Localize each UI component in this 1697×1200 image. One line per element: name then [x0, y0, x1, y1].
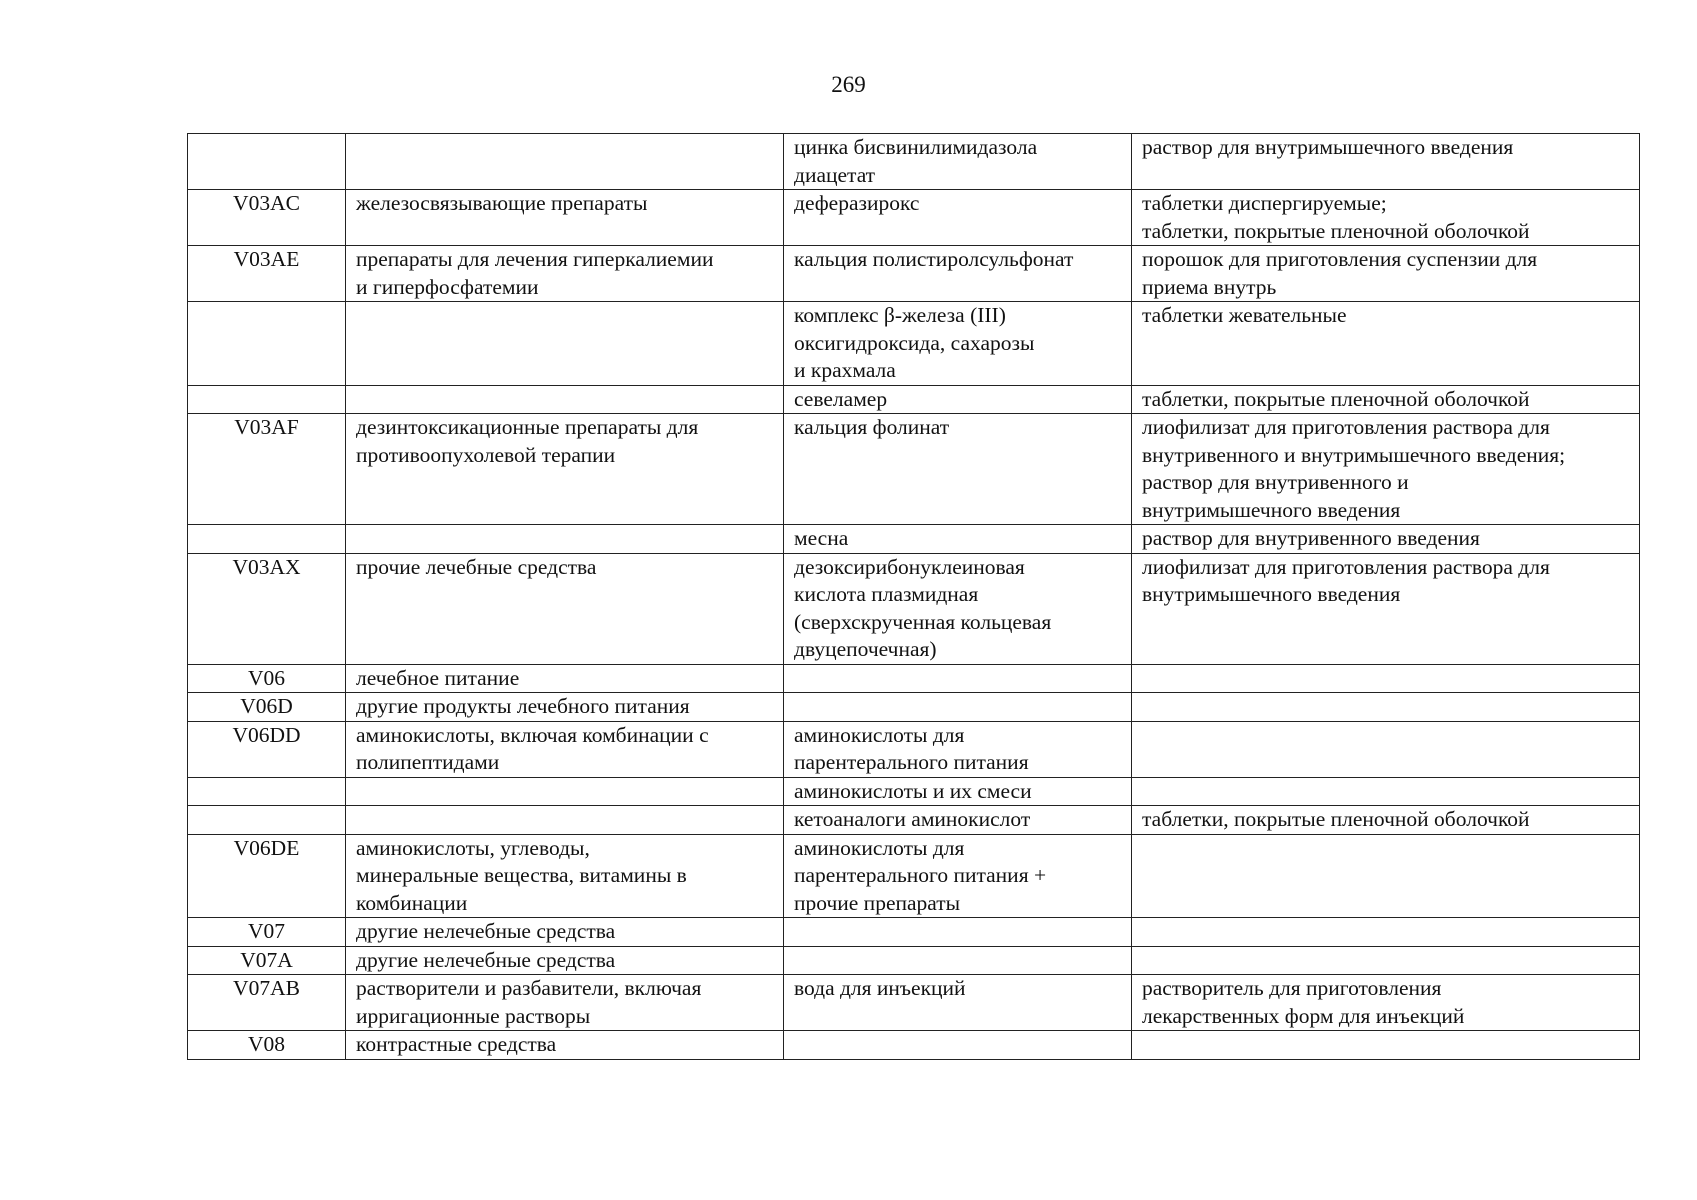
anatomical-group-cell [346, 777, 784, 806]
table-row [188, 777, 1640, 806]
dosage-form-cell [1132, 777, 1640, 806]
substance-cell [784, 918, 1132, 947]
substance-line: кальция фолинат [794, 415, 950, 439]
anatomical-group-cell [346, 721, 784, 777]
substance-line: парентерального питания [794, 750, 1029, 774]
dosage-form-cell [1132, 302, 1640, 386]
table-row [188, 806, 1640, 835]
dosage-form-cell [1132, 975, 1640, 1031]
table-row [188, 134, 1640, 190]
dosage-form-line: таблетки диспергируемые; [1142, 191, 1387, 215]
atc-code-cell: V06DE [188, 834, 346, 918]
atc-code-cell: V06D [188, 693, 346, 722]
dosage-form-line: раствор для внутривенного введения [1142, 526, 1480, 550]
substance-cell [784, 134, 1132, 190]
substance-cell [784, 414, 1132, 525]
substance-line: прочие препараты [794, 890, 961, 915]
table-row [188, 1031, 1640, 1060]
substance-line: дезоксирибонуклеиновая [794, 554, 1025, 579]
anatomical-group-line: дезинтоксикационные препараты для [356, 415, 699, 439]
anatomical-group-line: противоопухолевой терапии [356, 442, 616, 467]
substance-cell [784, 190, 1132, 246]
substance-line: вода для инъекций [794, 976, 966, 1000]
substance-cell [784, 946, 1132, 975]
anatomical-group-cell [346, 975, 784, 1031]
substance-cell [784, 806, 1132, 835]
anatomical-group-cell [346, 525, 784, 554]
dosage-form-cell [1132, 190, 1640, 246]
table-row [188, 946, 1640, 975]
anatomical-group-cell [346, 918, 784, 947]
dosage-form-line: лиофилизат для приготовления раствора для [1142, 415, 1550, 439]
dosage-form-line: внутримышечного введения [1142, 497, 1401, 522]
table-row [188, 834, 1640, 918]
anatomical-group-cell [346, 246, 784, 302]
dosage-form-cell [1132, 1031, 1640, 1060]
dosage-form-line: приема внутрь [1142, 274, 1277, 299]
substance-line: севеламер [794, 386, 888, 411]
dosage-form-line: лекарственных форм для инъекций [1142, 1003, 1465, 1028]
substance-cell [784, 834, 1132, 918]
dosage-form-line: таблетки, покрытые пленочной оболочкой [1142, 386, 1530, 411]
substance-line: парентерального питания + [794, 863, 1047, 887]
table-row [188, 553, 1640, 664]
substance-cell [784, 664, 1132, 693]
substance-line: и крахмала [794, 358, 896, 382]
dosage-form-cell [1132, 721, 1640, 777]
atc-code-cell: V03AE [188, 246, 346, 302]
table-row [188, 190, 1640, 246]
substance-cell [784, 777, 1132, 806]
table-row [188, 721, 1640, 777]
substance-line: аминокислоты для [794, 835, 965, 860]
anatomical-group-line: контрастные средства [356, 1032, 557, 1056]
anatomical-group-cell [346, 834, 784, 918]
substance-line: оксигидроксида, сахарозы [794, 330, 1035, 355]
dosage-form-line: раствор для внутривенного и [1142, 470, 1409, 494]
drug-table [187, 133, 1640, 1060]
substance-cell [784, 246, 1132, 302]
atc-code-cell: V07 [188, 918, 346, 947]
substance-line: (сверхскрученная кольцевая [794, 609, 1052, 634]
anatomical-group-line: другие нелечебные средства [356, 947, 616, 972]
substance-cell [784, 975, 1132, 1031]
dosage-form-line: растворитель для приготовления [1142, 976, 1442, 1000]
dosage-form-cell [1132, 834, 1640, 918]
substance-line: цинка бисвинилимидазола [794, 135, 1038, 159]
anatomical-group-line: другие нелечебные средства [356, 919, 616, 943]
anatomical-group-line: полипептидами [356, 750, 500, 774]
anatomical-group-line: лечебное питание [356, 665, 520, 690]
substance-line: комплекс β-железа (III) [794, 303, 1006, 327]
page-number: 269 [831, 72, 866, 97]
substance-cell [784, 1031, 1132, 1060]
dosage-form-line: лиофилизат для приготовления раствора для [1142, 554, 1550, 579]
substance-cell [784, 553, 1132, 664]
dosage-form-line: внутривенного и внутримышечного введения; [1142, 442, 1566, 467]
dosage-form-cell [1132, 385, 1640, 414]
substance-line: двуцепочечная) [794, 637, 937, 661]
atc-code-cell [188, 777, 346, 806]
dosage-form-line: внутримышечного введения [1142, 582, 1401, 606]
atc-code-cell [188, 525, 346, 554]
anatomical-group-cell [346, 1031, 784, 1060]
anatomical-group-line: аминокислоты, углеводы, [356, 835, 590, 860]
substance-cell [784, 385, 1132, 414]
atc-code-cell: V06 [188, 664, 346, 693]
table-row [188, 693, 1640, 722]
table-row [188, 664, 1640, 693]
substance-cell [784, 693, 1132, 722]
atc-code-cell [188, 302, 346, 386]
atc-code-cell: V03AX [188, 553, 346, 664]
atc-code-cell: V03AF [188, 414, 346, 525]
atc-code-cell: V07AB [188, 975, 346, 1031]
anatomical-group-line: другие продукты лечебного питания [356, 694, 690, 718]
table-row [188, 385, 1640, 414]
atc-code-cell: V06DD [188, 721, 346, 777]
anatomical-group-line: минеральные вещества, витамины в [356, 863, 687, 887]
dosage-form-cell [1132, 134, 1640, 190]
anatomical-group-cell [346, 414, 784, 525]
dosage-form-line: таблетки, покрытые пленочной оболочкой [1142, 218, 1530, 243]
table-row [188, 246, 1640, 302]
atc-code-cell: V08 [188, 1031, 346, 1060]
substance-line: аминокислоты для [794, 722, 965, 747]
anatomical-group-line: аминокислоты, включая комбинации с [356, 722, 709, 747]
anatomical-group-cell [346, 302, 784, 386]
atc-code-cell: V07A [188, 946, 346, 975]
dosage-form-cell [1132, 946, 1640, 975]
anatomical-group-cell [346, 553, 784, 664]
anatomical-group-cell [346, 693, 784, 722]
substance-cell [784, 721, 1132, 777]
anatomical-group-line: прочие лечебные средства [356, 554, 597, 579]
dosage-form-cell [1132, 525, 1640, 554]
substance-line: диацетат [794, 162, 876, 187]
table-body [188, 134, 1640, 1060]
anatomical-group-cell [346, 664, 784, 693]
substance-line: месна [794, 526, 849, 550]
dosage-form-cell [1132, 664, 1640, 693]
substance-cell [784, 302, 1132, 386]
dosage-form-cell [1132, 693, 1640, 722]
substance-cell [784, 525, 1132, 554]
anatomical-group-cell [346, 134, 784, 190]
dosage-form-cell [1132, 806, 1640, 835]
dosage-form-cell [1132, 918, 1640, 947]
anatomical-group-cell [346, 385, 784, 414]
atc-code-cell [188, 385, 346, 414]
anatomical-group-cell [346, 190, 784, 246]
dosage-form-line: порошок для приготовления суспензии для [1142, 247, 1538, 271]
dosage-form-line: таблетки, покрытые пленочной оболочкой [1142, 807, 1530, 831]
anatomical-group-line: препараты для лечения гиперкалиемии [356, 247, 714, 271]
table-row [188, 975, 1640, 1031]
table-row [188, 525, 1640, 554]
substance-line: аминокислоты и их смеси [794, 778, 1032, 803]
dosage-form-cell [1132, 553, 1640, 664]
table-row [188, 414, 1640, 525]
dosage-form-cell [1132, 246, 1640, 302]
anatomical-group-line: и гиперфосфатемии [356, 274, 539, 299]
atc-code-cell [188, 806, 346, 835]
dosage-form-cell [1132, 414, 1640, 525]
substance-line: кетоаналоги аминокислот [794, 807, 1031, 831]
substance-line: кислота плазмидная [794, 582, 979, 606]
anatomical-group-cell [346, 806, 784, 835]
dosage-form-line: раствор для внутримышечного введения [1142, 135, 1514, 159]
anatomical-group-line: растворители и разбавители, включая [356, 976, 702, 1000]
anatomical-group-cell [346, 946, 784, 975]
anatomical-group-line: железосвязывающие препараты [356, 191, 648, 215]
table-row [188, 302, 1640, 386]
table-row [188, 918, 1640, 947]
substance-line: кальция полистиролсульфонат [794, 247, 1074, 271]
substance-line: деферазирокс [794, 191, 920, 215]
atc-code-cell: V03AC [188, 190, 346, 246]
anatomical-group-line: комбинации [356, 890, 468, 915]
anatomical-group-line: ирригационные растворы [356, 1003, 591, 1028]
atc-code-cell [188, 134, 346, 190]
dosage-form-line: таблетки жевательные [1142, 303, 1347, 327]
